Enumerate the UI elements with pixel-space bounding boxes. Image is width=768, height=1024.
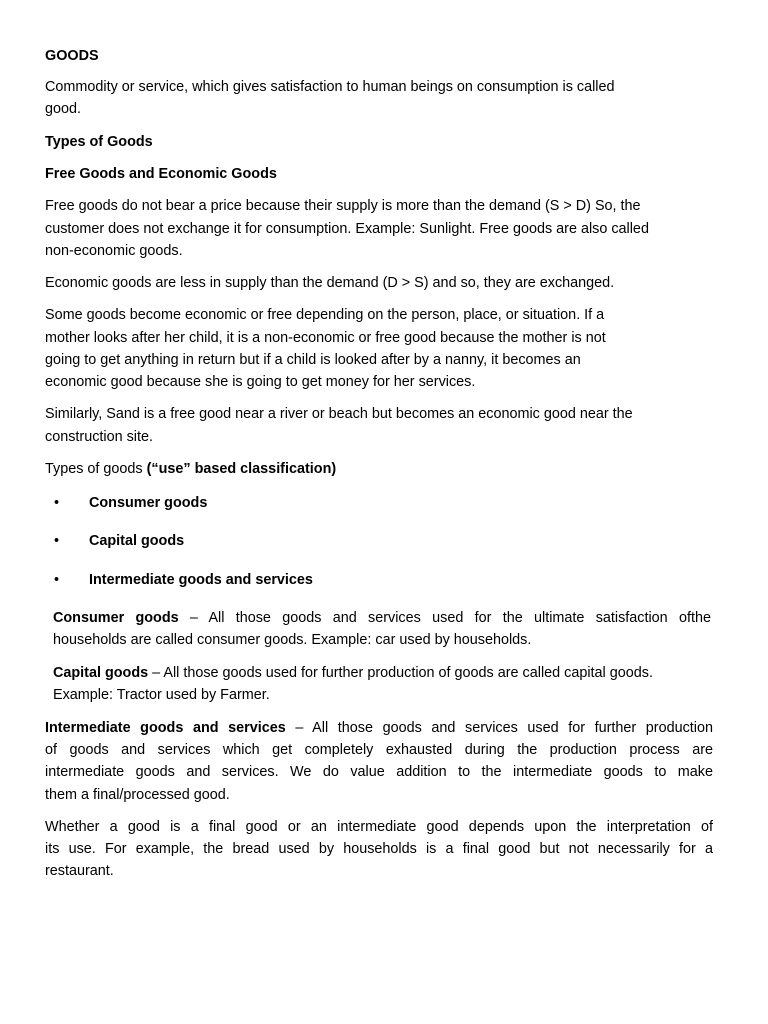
sand-line-2: construction site. [45,429,153,445]
intermediate-line-1 [45,717,713,740]
capital-goods-term: Capital goods [53,665,149,681]
heading-types-of-goods: Types of Goods [45,134,153,150]
consumer-goods-line-2: households are called consumer goods. Example: car used by households. [53,632,532,648]
whether-line-3: restaurant. [45,863,114,879]
use-heading-plain: Types of goods [45,461,147,477]
capital-goods-line-1 [53,662,653,685]
use-heading-bold: (“use” based classification) [146,461,337,477]
sand-line-1: Similarly, Sand is a free good near a river or beach but becomes an economic good near the [45,406,633,422]
consumer-goods-term: Consumer goods [53,610,179,626]
capital-goods-text: – All those goods used for further production of goods are called capital goods. [148,665,653,681]
bullet-capital-goods: Capital goods [89,533,185,549]
whether-line-2: its use. For example, the bread used by households is a final good but not necessarily for a [45,841,713,857]
bullet-icon: • [54,495,60,511]
bullet-intermediate-goods: Intermediate goods and services [89,572,313,588]
some-goods-line-4: economic good because she is going to get money for her services. [45,374,476,390]
intermediate-line-4: them a final/processed good. [45,787,230,803]
capital-goods-line-2: Example: Tractor used by Farmer. [53,687,270,703]
free-goods-line-3: non-economic goods. [45,243,183,259]
consumer-goods-text: – All those goods and services used for the ultimate satisfaction ofthe [178,610,711,626]
definition-line-2: good. [45,101,82,117]
bullet-icon: • [54,572,60,588]
whether-line-1: Whether a good is a final good or an intermediate good depends upon the interpretation of [45,819,713,835]
free-goods-line-2: customer does not exchange it for consumption. Example: Sunlight. Free goods are also called [45,221,649,237]
bullet-icon: • [54,533,60,549]
use-classification-heading [45,458,336,481]
some-goods-line-3: going to get anything in return but if a child is looked after by a nanny, it becomes an [45,352,581,368]
intermediate-text: – All those goods and services used for further production [285,720,714,736]
intermediate-line-3: intermediate goods and services. We do value addition to the intermediate goods to make [45,764,713,780]
heading-goods: GOODS [45,48,99,64]
definition-line-1: Commodity or service, which gives satisfaction to human beings on consumption is called [45,79,615,95]
economic-goods-line: Economic goods are less in supply than the demand (D > S) and so, they are exchanged. [45,275,615,291]
some-goods-line-1: Some goods become economic or free depending on the person, place, or situation. If a [45,307,605,323]
some-goods-line-2: mother looks after her child, it is a non-economic or free good because the mother is not [45,330,606,346]
heading-free-economic-goods: Free Goods and Economic Goods [45,166,277,182]
consumer-goods-line-1 [53,607,711,630]
intermediate-line-2: of goods and services which get completely exhausted during the production process are [45,742,713,758]
bullet-consumer-goods: Consumer goods [89,495,208,511]
free-goods-line-1: Free goods do not bear a price because their supply is more than the demand (S > D) So, the [45,198,641,214]
intermediate-term: Intermediate goods and services [45,720,286,736]
